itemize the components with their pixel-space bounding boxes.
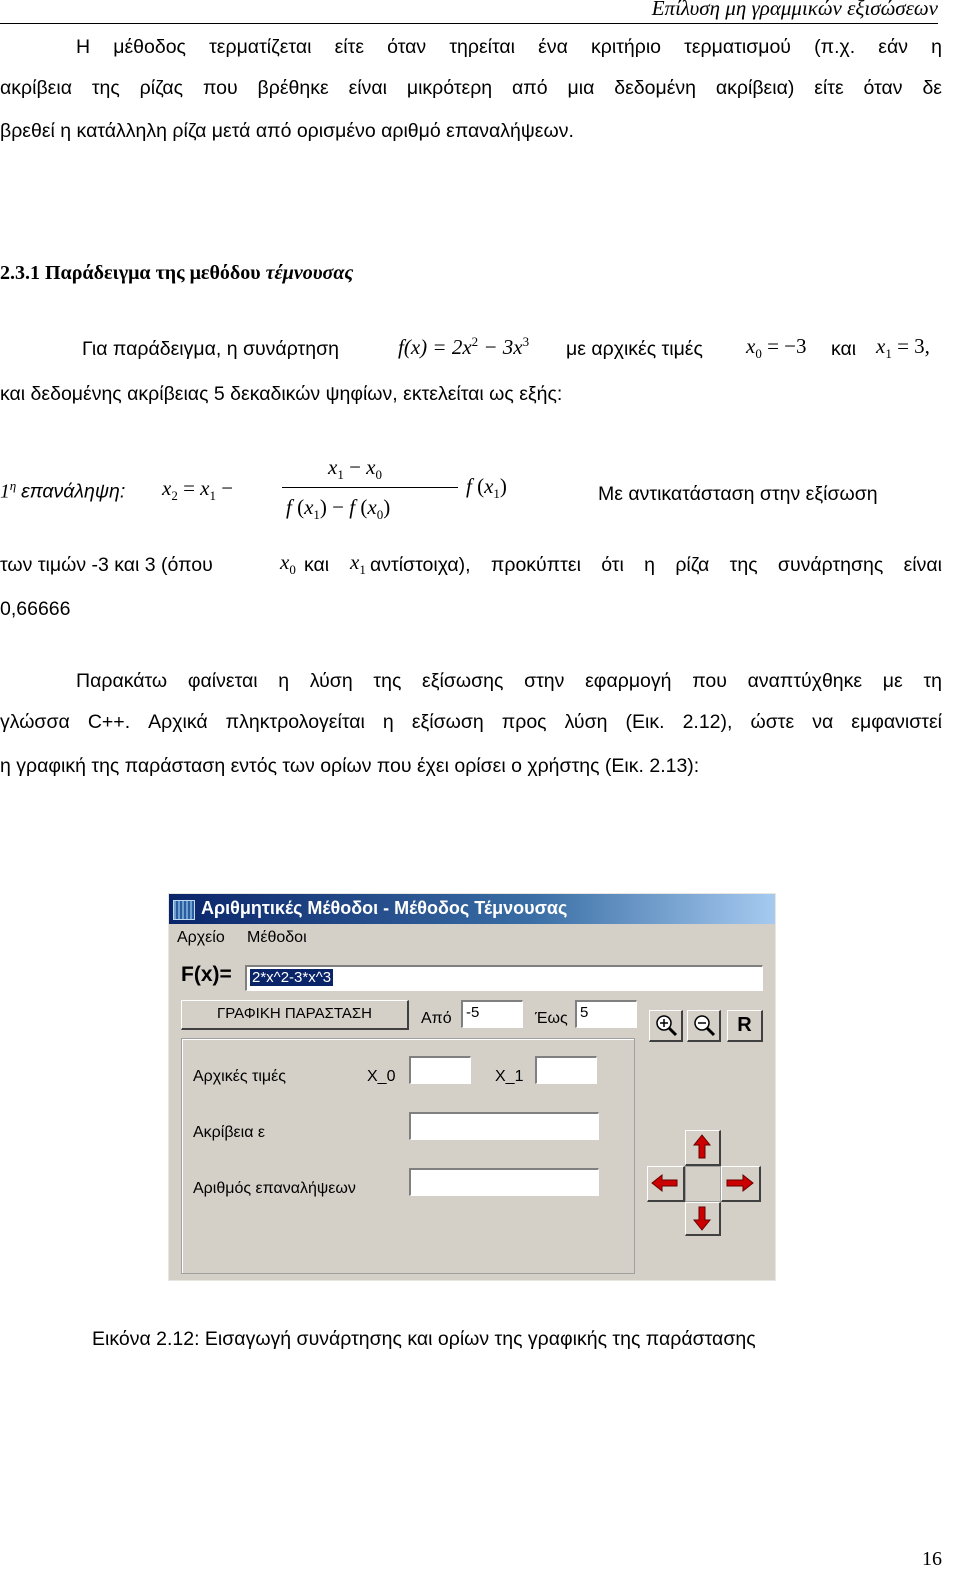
intro-line-1: Η μέθοδος τερματίζεται είτε όταν τηρείται ένα κριτήριο τερματισμού (π.χ. εάν η: [76, 36, 942, 58]
app-window: [168, 893, 776, 1281]
initial-values-text: με αρχικές τιμές: [566, 338, 703, 360]
app-icon: [173, 900, 195, 920]
running-header: Επίλυση μη γραμμικών εξισώσεων: [651, 0, 938, 20]
iteration-line2-b: και: [304, 554, 330, 576]
paragraph2-line-1: Παρακάτω φαίνεται η λύση της εξίσωσης στην εφαρμογή που αναπτύχθηκε με τη: [76, 670, 942, 692]
function-formula: $f(x) = 2x^2 - 3x^3$: [398, 334, 530, 359]
pad-center: [685, 1166, 721, 1202]
arrow-up-icon: [686, 1131, 718, 1163]
iteration-line2-c: αντίστοιχα), προκύπτει ότι η ρίζα της συνάρτησης είναι: [370, 554, 942, 576]
paragraph2-line-3: η γραφική της παράσταση εντός των ορίων που έχει ορίσει ο χρήστης (Εικ. 2.13):: [0, 755, 700, 777]
accuracy-label: Ακρίβεια ε: [193, 1124, 266, 1141]
iteration-result: 0,66666: [0, 598, 71, 620]
fraction-denominator: f $(x_1) - f$ $(x_0)$: [286, 495, 391, 523]
pan-up-button[interactable]: [685, 1130, 721, 1166]
zoom-out-icon: [689, 1011, 719, 1039]
reset-button[interactable]: R: [727, 1010, 763, 1042]
section-title-italic: τέμνουσας: [265, 262, 354, 284]
iterations-input[interactable]: [409, 1168, 599, 1196]
menu-bar: [169, 925, 775, 953]
accuracy-input[interactable]: [409, 1112, 599, 1140]
paragraph2-line-2: γλώσσα C++. Αρχικά πληκτρολογείται η εξίσωση προς λύση (Εικ. 2.12), ώστε να εμφανιστεί: [0, 711, 942, 733]
x1-input[interactable]: [535, 1056, 597, 1084]
pan-right-button[interactable]: [721, 1166, 761, 1202]
initial-values-label: Αρχικές τιμές: [193, 1068, 286, 1085]
f-x1: f $(x_1)$: [466, 474, 507, 502]
iteration-line2-a: των τιμών -3 και 3 (όπου: [0, 554, 213, 576]
and-text: και: [831, 338, 857, 360]
x0-value: $x_0 = -3$: [746, 334, 807, 362]
graph-button[interactable]: ΓΡΑΦΙΚΗ ΠΑΡΑΣΤΑΣΗ: [181, 1000, 409, 1030]
iteration-label: $1^\eta$ επανάληψη:: [0, 478, 126, 503]
section-number: 2.3.1: [0, 262, 40, 284]
x1-value: $x_1 = 3$,: [876, 334, 930, 362]
x2-eq-x1: $x_2 = x_1$ −: [162, 476, 234, 504]
x1-symbol: $x_1$: [350, 550, 366, 578]
x1-label: X_1: [495, 1068, 524, 1085]
app-titlebar[interactable]: [169, 894, 775, 924]
fx-label: F(x)=: [181, 963, 232, 986]
example-lead: Για παράδειγμα, η συνάρτηση: [82, 338, 339, 360]
substitution-text: Με αντικατάσταση στην εξίσωση: [598, 483, 878, 505]
example-line-2: και δεδομένης ακρίβειας 5 δεκαδικών ψηφίων, εκτελείται ως εξής:: [0, 383, 563, 405]
menu-file[interactable]: Αρχείο: [177, 929, 225, 946]
from-input[interactable]: -5: [461, 1000, 523, 1028]
section-title: Παράδειγμα της μεθόδου: [45, 262, 261, 284]
arrow-right-icon: [722, 1167, 758, 1199]
to-input[interactable]: 5: [575, 1000, 637, 1028]
arrow-left-icon: [648, 1167, 682, 1199]
menu-methods[interactable]: Μέθοδοι: [247, 929, 307, 946]
fraction-numerator: $x_1 - x_0$: [328, 455, 382, 483]
page-number: 16: [922, 1548, 942, 1570]
figure-caption: Εικόνα 2.12: Εισαγωγή συνάρτησης και ορίων της γραφικής της παράστασης: [92, 1328, 756, 1350]
pan-left-button[interactable]: [647, 1166, 685, 1202]
fraction-bar: [282, 487, 458, 488]
pan-down-button[interactable]: [685, 1202, 721, 1236]
intro-line-3: βρεθεί η κατάλληλη ρίζα μετά από ορισμένο αριθμό επαναλήψεων.: [0, 120, 574, 142]
iterations-label: Αριθμός επαναλήψεων: [193, 1180, 356, 1197]
zoom-in-icon: [651, 1011, 681, 1039]
from-label: Από: [421, 1010, 452, 1027]
x0-input[interactable]: [409, 1056, 471, 1084]
section-heading: [0, 262, 353, 285]
zoom-out-button[interactable]: [687, 1010, 721, 1042]
x0-label: X_0: [367, 1068, 396, 1085]
arrow-down-icon: [686, 1203, 718, 1233]
app-title: Αριθμητικές Μέθοδοι - Μέθοδος Τέμνουσας: [201, 898, 568, 918]
intro-line-2: ακρίβεια της ρίζας που βρέθηκε είναι μικρότερη από μια δεδομένη ακρίβεια) είτε όταν δε: [0, 77, 942, 99]
to-label: Έως: [535, 1010, 568, 1027]
header-rule: [0, 23, 938, 24]
x0-symbol: $x_0$: [280, 550, 296, 578]
function-input[interactable]: 2*x^2-3*x^3: [245, 965, 763, 991]
zoom-in-button[interactable]: [649, 1010, 683, 1042]
